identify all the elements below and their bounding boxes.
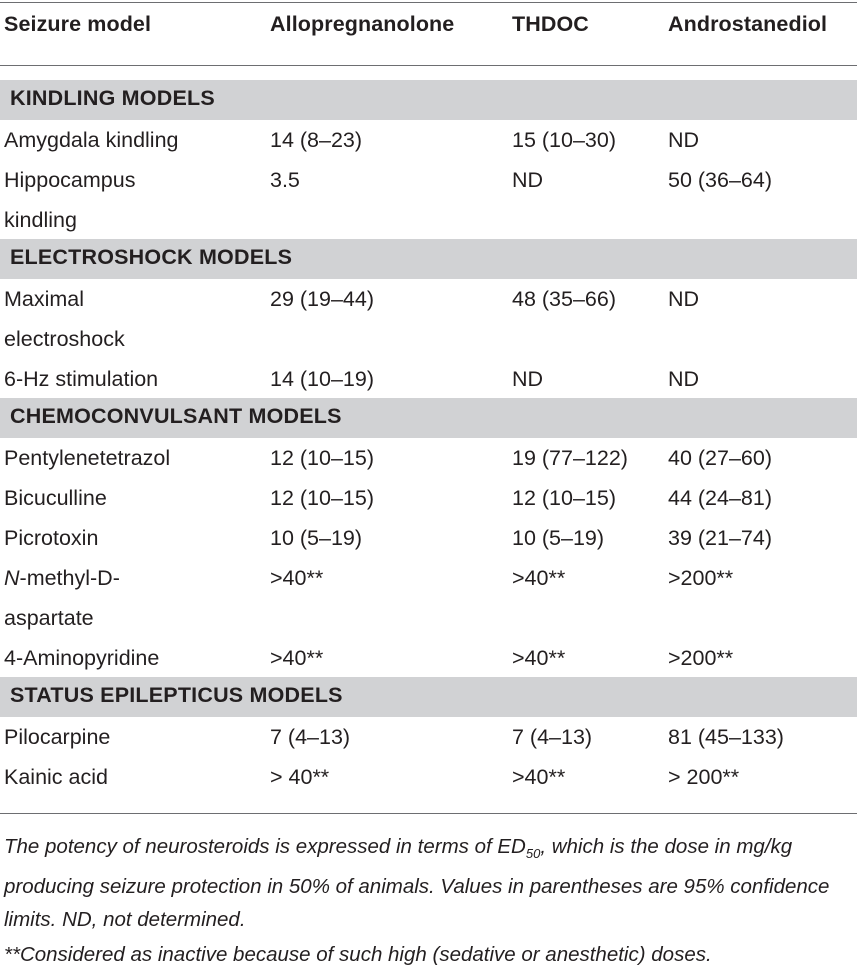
seizure-model-line: Amygdala kindling bbox=[4, 128, 179, 152]
androstanediol-value: ND bbox=[668, 367, 700, 391]
footnote-ed50-subscript: 50 bbox=[525, 846, 541, 862]
seizure-model-line: Picrotoxin bbox=[4, 526, 99, 550]
section-band bbox=[0, 80, 857, 120]
header-allopregnanolone: Allopregnanolone bbox=[270, 12, 455, 36]
seizure-model-cell bbox=[4, 717, 110, 757]
allopregnanolone-value: > 40** bbox=[270, 765, 330, 789]
seizure-model-line: electroshock bbox=[4, 327, 125, 351]
section-title: ELECTROSHOCK MODELS bbox=[10, 245, 293, 269]
androstanediol-value: ND bbox=[668, 128, 700, 152]
header-androstanediol: Androstanediol bbox=[668, 12, 828, 36]
seizure-model-line: Hippocampus bbox=[4, 168, 136, 192]
bottom-rule bbox=[0, 813, 857, 814]
thdoc-value: >40** bbox=[512, 566, 566, 590]
thdoc-value: ND bbox=[512, 367, 544, 391]
thdoc-value: ND bbox=[512, 168, 544, 192]
footnote-ed50 bbox=[4, 830, 854, 936]
allopregnanolone-value: 14 (8–23) bbox=[270, 128, 363, 152]
thdoc-value: 12 (10–15) bbox=[512, 486, 616, 510]
seizure-model-cell bbox=[4, 279, 125, 359]
androstanediol-value: 39 (21–74) bbox=[668, 526, 772, 550]
androstanediol-value: 44 (24–81) bbox=[668, 486, 772, 510]
section-title: STATUS EPILEPTICUS MODELS bbox=[10, 683, 343, 707]
seizure-model-line: Maximal bbox=[4, 287, 85, 311]
thdoc-value: 48 (35–66) bbox=[512, 287, 616, 311]
allopregnanolone-value: >40** bbox=[270, 646, 324, 670]
thdoc-value: 19 (77–122) bbox=[512, 446, 628, 470]
section-title: CHEMOCONVULSANT MODELS bbox=[10, 404, 342, 428]
seizure-model-line: Pentylenetetrazol bbox=[4, 446, 171, 470]
allopregnanolone-value: 10 (5–19) bbox=[270, 526, 363, 550]
footnote-ed50-text-b: , which is the dose in mg/kg producing seizure protection in 50% of animals. Values in parentheses are 95% confidence limits. ND, not determined. bbox=[4, 835, 830, 932]
androstanediol-value: >200** bbox=[668, 566, 734, 590]
top-rule bbox=[0, 2, 857, 3]
header-thdoc: THDOC bbox=[512, 12, 589, 36]
allopregnanolone-value: 14 (10–19) bbox=[270, 367, 374, 391]
section-band bbox=[0, 239, 857, 279]
seizure-model-line: aspartate bbox=[4, 606, 94, 630]
section-band bbox=[0, 398, 857, 438]
seizure-model-cell bbox=[4, 757, 108, 797]
androstanediol-value: >200** bbox=[668, 646, 734, 670]
androstanediol-value: > 200** bbox=[668, 765, 740, 789]
thdoc-value: 7 (4–13) bbox=[512, 725, 593, 749]
androstanediol-value: 50 (36–64) bbox=[668, 168, 772, 192]
seizure-model-line: Kainic acid bbox=[4, 765, 108, 789]
seizure-model-cell bbox=[4, 478, 107, 518]
allopregnanolone-value: 12 (10–15) bbox=[270, 446, 374, 470]
seizure-model-cell bbox=[4, 558, 120, 638]
seizure-model-line: 6-Hz stimulation bbox=[4, 367, 159, 391]
seizure-model-cell bbox=[4, 638, 159, 678]
footnote-ed50-text-a: The potency of neurosteroids is expressed in terms of ED bbox=[4, 835, 526, 858]
thdoc-value: >40** bbox=[512, 765, 566, 789]
allopregnanolone-value: 7 (4–13) bbox=[270, 725, 351, 749]
seizure-model-cell bbox=[4, 438, 170, 478]
seizure-model-cell bbox=[4, 359, 158, 399]
androstanediol-value: ND bbox=[668, 287, 700, 311]
allopregnanolone-value: >40** bbox=[270, 566, 324, 590]
seizure-model-line: Bicuculline bbox=[4, 486, 107, 510]
section-band bbox=[0, 677, 857, 717]
header-rule bbox=[0, 65, 857, 66]
footnote-inactive: **Considered as inactive because of such high (sedative or anesthetic) doses. bbox=[4, 943, 712, 966]
section-title: KINDLING MODELS bbox=[10, 86, 215, 110]
allopregnanolone-value: 3.5 bbox=[270, 168, 300, 192]
seizure-model-cell bbox=[4, 160, 135, 240]
thdoc-value: >40** bbox=[512, 646, 566, 670]
allopregnanolone-value: 12 (10–15) bbox=[270, 486, 374, 510]
seizure-model-cell bbox=[4, 120, 179, 160]
androstanediol-value: 40 (27–60) bbox=[668, 446, 772, 470]
androstanediol-value: 81 (45–133) bbox=[668, 725, 784, 749]
header-seizure-model: Seizure model bbox=[4, 12, 152, 36]
seizure-model-line: 4-Aminopyridine bbox=[4, 646, 160, 670]
seizure-model-line: Pilocarpine bbox=[4, 725, 111, 749]
allopregnanolone-value: 29 (19–44) bbox=[270, 287, 374, 311]
thdoc-value: 15 (10–30) bbox=[512, 128, 616, 152]
seizure-model-cell bbox=[4, 518, 98, 558]
seizure-model-line: kindling bbox=[4, 208, 77, 232]
thdoc-value: 10 (5–19) bbox=[512, 526, 605, 550]
seizure-model-line: N-methyl-D- bbox=[4, 566, 120, 590]
